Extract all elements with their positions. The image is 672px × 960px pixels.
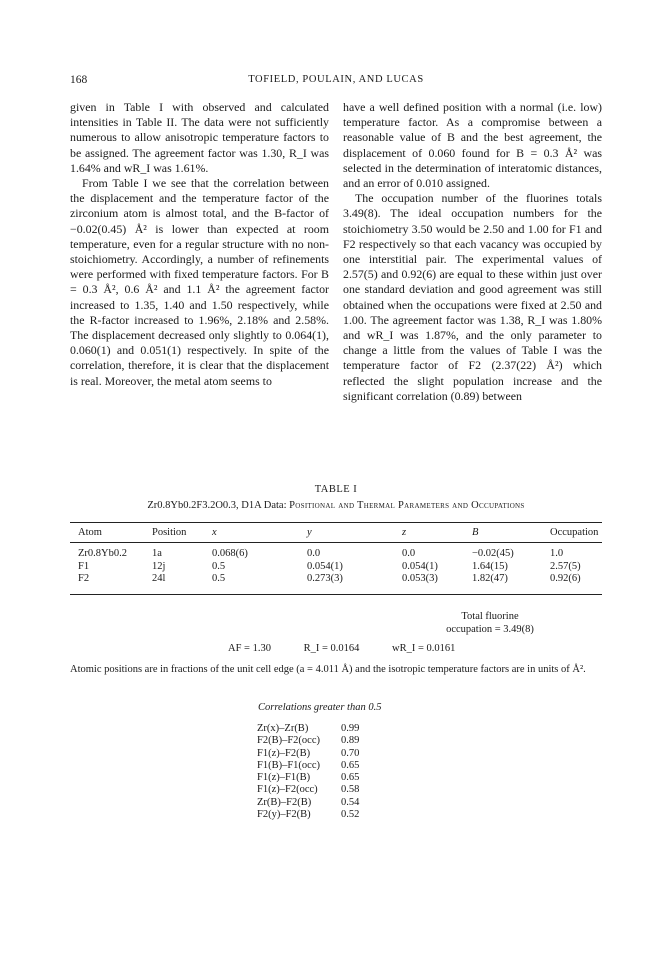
- ri-value: R_I = 0.0164: [303, 643, 360, 654]
- cell-x: 0.5: [212, 573, 226, 584]
- cell-occupation: 1.0: [550, 548, 564, 559]
- correlation-row: [257, 809, 359, 821]
- cell-occupation: 0.92(6): [550, 573, 581, 584]
- table-footnote: Atomic positions are in fractions of the unit cell edge (a = 4.011 Å) and the isotropic temperature factors are in units of Å².: [70, 664, 586, 675]
- left-paragraph-2: From Table I we see that the correlation between the displacement and the temperature factor of the zirconium atom is almost total, and the B-factor of −0.02(0.45) Å² is lower than expected at room temperature, even for a regular structure with no non-stoichiometry. Accordingly, a number of refinements were performed with fixed temperature factors. For B = 0.3 Å², 0.6 Å² and 1.1 Å² the agreement factor increased to 1.35, 1.40 and 1.50 respectively, while the R-factor increased to 1.96%, 2.18% and 2.58%. The displacement decreased only slightly to 0.064(1), 0.060(1) and 0.051(1) respectively. In spite of the correlation, therefore, it is clear that the displacement is real. Moreover, the metal atom seems to: [70, 176, 329, 388]
- correlation-row: [257, 748, 359, 760]
- cell-x: 0.068(6): [212, 548, 248, 559]
- table-caption-label: Positional and Thermal Parameters and Occupations: [289, 500, 525, 511]
- wri-value: wR_I = 0.0161: [392, 643, 456, 654]
- cell-b: −0.02(45): [472, 548, 514, 559]
- cell-b: 1.82(47): [472, 573, 508, 584]
- table-title: TABLE I: [314, 484, 358, 495]
- col-header-occupation: Occupation: [550, 527, 599, 538]
- cell-x: 0.5: [212, 560, 226, 572]
- correlation-pair: Zr(x)–Zr(B): [257, 723, 309, 734]
- col-header-position: Position: [152, 527, 187, 538]
- correlation-pair: F2(B)–F2(occ): [257, 735, 320, 747]
- cell-position: 12j: [152, 560, 166, 572]
- correlation-row: [257, 797, 359, 809]
- page-header: [70, 74, 602, 90]
- cell-y: 0.273(3): [307, 573, 343, 584]
- right-paragraph-1: have a well defined position with a normal (i.e. low) temperature factor. As a compromise between a reasonable value of B and the best agreement, the displacement of 0.060 found for B = 0.3 Å² was selected in the determination of interatomic distances, and an error of 0.010 assigned.: [343, 100, 602, 191]
- cell-atom: F1: [78, 560, 90, 572]
- col-header-x: x: [212, 527, 217, 538]
- parameters-table: [70, 524, 602, 586]
- correlation-value: 0.65: [341, 759, 360, 771]
- table-caption: [70, 500, 602, 511]
- cell-position: 24l: [152, 573, 166, 584]
- table-row: [70, 541, 602, 561]
- correlation-row: [257, 772, 359, 784]
- correlation-pair: F1(z)–F2(B): [257, 747, 311, 759]
- correlation-pair: F2(y)–F2(B): [257, 809, 311, 821]
- col-header-z: z: [402, 527, 407, 538]
- correlation-pair: Zr(B)–F2(B): [257, 796, 312, 808]
- cell-atom: F2: [78, 573, 90, 584]
- col-header-atom: Atom: [78, 527, 102, 538]
- running-head: TOFIELD, POULAIN, AND LUCAS: [248, 74, 424, 85]
- correlation-pair: F1(z)–F1(B): [257, 772, 311, 784]
- correlation-value: 0.65: [341, 772, 360, 784]
- left-paragraph-1: given in Table I with observed and calculated intensities in Table II. The data were not sufficiently numerous to allow anisotropic temperature factors to be assigned. The agreement factor was 1.30, R_I was 1.64% and wR_I was 1.61%.: [70, 100, 329, 175]
- correlation-value: 0.52: [341, 809, 360, 821]
- cell-z: 0.054(1): [402, 560, 438, 572]
- col-header-b: B: [472, 527, 479, 538]
- cell-z: 0.0: [402, 548, 416, 559]
- table-rule-top: [70, 522, 602, 523]
- correlation-value: 0.70: [341, 747, 360, 759]
- cell-y: 0.0: [307, 548, 321, 559]
- table-row: [70, 573, 602, 586]
- table-rule-bottom: [70, 594, 602, 595]
- right-paragraph-2: The occupation number of the fluorines totals 3.49(8). The ideal occupation numbers for the stoichiometry 3.50 would be 2.50 and 1.00 for F1 and F2 respectively so that each vacancy was occupied by one interstitial pair. The experimental values of 2.57(5) and 0.92(6) are equal to these within just over one standard deviation and good agreement was still obtained when the occupations were fixed at 2.50 and 1.00. The agreement factor was 1.38, R_I was 1.80% and wR_I was 1.87%, and the only parameter to change a little from the values of Table I was the temperature factor of F2 (2.37(22) Å²) which reflected the slight population increase and the significant correlation (0.89) between: [343, 191, 602, 403]
- total-fluorine-note: [415, 610, 565, 636]
- correlations-title: Correlations greater than 0.5: [258, 702, 382, 713]
- col-header-y: y: [307, 527, 312, 538]
- cell-b: 1.64(15): [472, 560, 508, 572]
- correlations-list: [257, 723, 359, 821]
- cell-position: 1a: [152, 548, 162, 559]
- agreement-factors: [228, 643, 485, 654]
- cell-occupation: 2.57(5): [550, 560, 581, 572]
- correlation-pair: F1(B)–F1(occ): [257, 759, 320, 771]
- total-fluorine-label: Total fluorine: [461, 611, 519, 622]
- correlation-value: 0.58: [341, 784, 360, 796]
- table-row: [70, 561, 602, 574]
- correlation-row: [257, 723, 359, 735]
- right-column: [343, 100, 602, 404]
- af-value: AF = 1.30: [228, 643, 271, 654]
- cell-atom: Zr0.8Yb0.2: [78, 548, 127, 559]
- cell-z: 0.053(3): [402, 573, 438, 584]
- cell-y: 0.054(1): [307, 560, 343, 572]
- total-fluorine-value: occupation = 3.49(8): [446, 624, 534, 635]
- correlation-value: 0.99: [341, 723, 360, 734]
- table-header-row: [70, 524, 602, 541]
- correlation-pair: F1(z)–F2(occ): [257, 784, 318, 796]
- correlation-row: [257, 784, 359, 796]
- page-number: 168: [70, 74, 88, 86]
- left-column: [70, 100, 329, 389]
- correlation-row: [257, 735, 359, 747]
- correlation-row: [257, 760, 359, 772]
- table-caption-formula: Zr0.8Yb0.2F3.2O0.3, D1A Data:: [147, 500, 287, 511]
- correlation-value: 0.89: [341, 735, 360, 747]
- correlation-value: 0.54: [341, 796, 360, 808]
